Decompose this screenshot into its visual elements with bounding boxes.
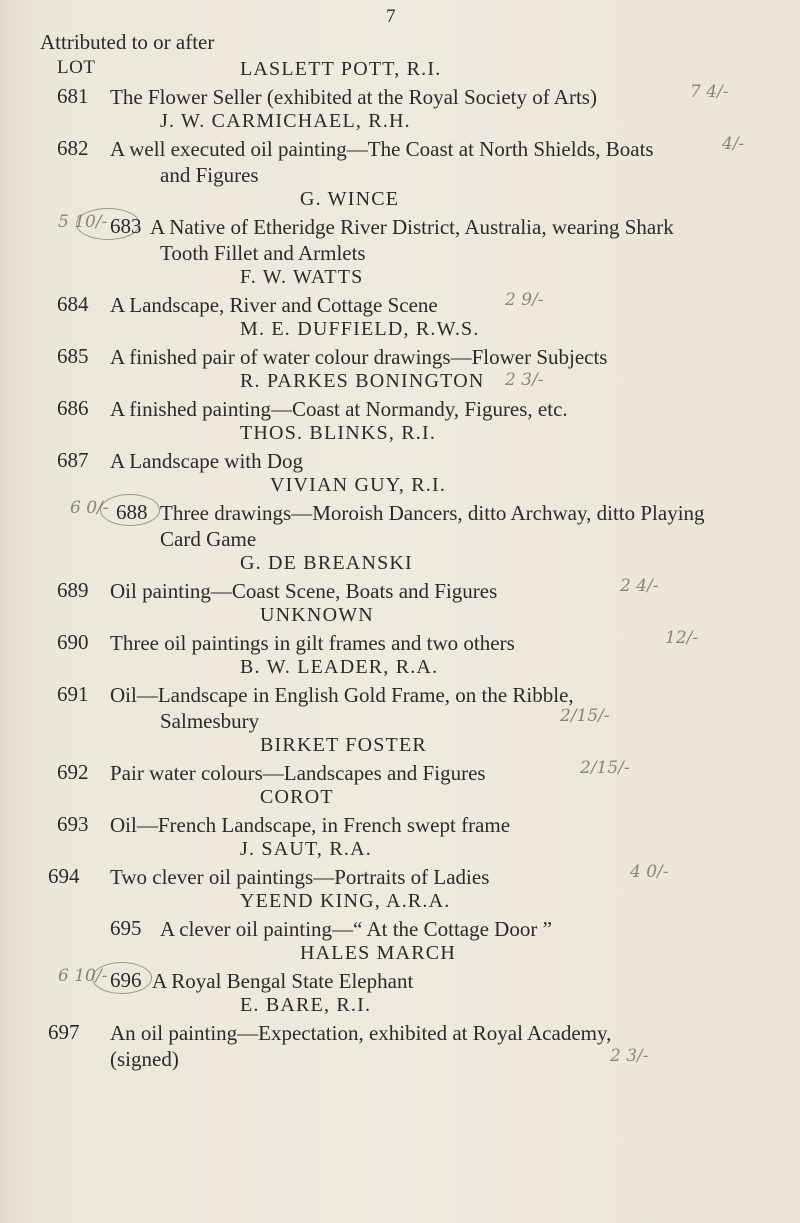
- price-annotation: 6 0/-: [70, 498, 109, 518]
- lot-number: 689: [57, 578, 89, 602]
- page-number: 7: [386, 6, 396, 27]
- lot-number: 684: [57, 292, 89, 316]
- lot-description: A Native of Etheridge River District, Australia, wearing Shark: [150, 215, 674, 239]
- artist-name: VIVIAN GUY, R.I.: [270, 474, 447, 496]
- artist-name: J. SAUT, R.A.: [240, 838, 372, 860]
- lot-number: 697: [48, 1020, 80, 1044]
- lot-description-continued: Tooth Fillet and Armlets: [160, 241, 366, 265]
- lot-description: An oil painting—Expectation, exhibited at Royal Academy,: [110, 1021, 612, 1045]
- price-annotation: 4/-: [722, 134, 745, 154]
- lot-description: A Landscape with Dog: [110, 449, 304, 473]
- lot-description: The Flower Seller (exhibited at the Royal Society of Arts): [110, 85, 597, 109]
- lot-number: 687: [57, 448, 89, 472]
- lot-description: Two clever oil paintings—Portraits of Ladies: [110, 865, 490, 889]
- lot-description: A clever oil painting—“ At the Cottage Door ”: [160, 917, 552, 941]
- lot-description: A finished pair of water colour drawings—Flower Subjects: [110, 345, 608, 369]
- artist-name: E. BARE, R.I.: [240, 994, 372, 1016]
- lot-number: 683: [110, 214, 142, 238]
- lot-column-label: LOT: [57, 57, 96, 78]
- lot-description: A Royal Bengal State Elephant: [152, 969, 414, 993]
- lot-description: A finished painting—Coast at Normandy, Figures, etc.: [110, 397, 568, 421]
- lot-description-continued: Card Game: [160, 527, 257, 551]
- artist-name: F. W. WATTS: [240, 266, 364, 288]
- price-annotation: 7 4/-: [690, 82, 729, 102]
- lot-number: 686: [57, 396, 89, 420]
- price-annotation: 2/15/-: [580, 758, 630, 778]
- lot-description: Pair water colours—Landscapes and Figures: [110, 761, 486, 785]
- lot-number: 681: [57, 84, 89, 108]
- artist-name: COROT: [260, 786, 334, 808]
- lot-number: 690: [57, 630, 89, 654]
- artist-name: HALES MARCH: [300, 942, 456, 964]
- lot-description: A well executed oil painting—The Coast at North Shields, Boats: [110, 137, 654, 161]
- lot-description: Oil—French Landscape, in French swept frame: [110, 813, 511, 837]
- artist-name: B. W. LEADER, R.A.: [240, 656, 439, 678]
- artist-name: LASLETT POTT, R.I.: [240, 58, 442, 80]
- lot-description-continued: Salmesbury: [160, 709, 260, 733]
- artist-name: UNKNOWN: [260, 604, 374, 626]
- price-annotation: 5 10/-: [58, 212, 108, 232]
- lot-number: 694: [48, 864, 80, 888]
- artist-name: YEEND KING, A.R.A.: [240, 890, 451, 912]
- artist-name: G. WINCE: [300, 188, 400, 210]
- artist-name: J. W. CARMICHAEL, R.H.: [160, 110, 411, 132]
- section-heading: Attributed to or after: [40, 30, 215, 54]
- lot-description: Three drawings—Moroish Dancers, ditto Archway, ditto Playing: [160, 501, 705, 525]
- artist-name: THOS. BLINKS, R.I.: [240, 422, 437, 444]
- lot-number: 691: [57, 682, 89, 706]
- price-annotation: 12/-: [665, 628, 699, 648]
- lot-number: 685: [57, 344, 89, 368]
- lot-description-continued: (signed): [110, 1047, 179, 1071]
- price-annotation: 2 4/-: [620, 576, 659, 596]
- artist-name: M. E. DUFFIELD, R.W.S.: [240, 318, 480, 340]
- lot-number: 695: [110, 916, 142, 940]
- lot-number: 693: [57, 812, 89, 836]
- artist-name: G. DE BREANSKI: [240, 552, 413, 574]
- price-annotation: 2 3/-: [610, 1046, 649, 1066]
- price-annotation: 2 3/-: [505, 370, 544, 390]
- lot-number: 692: [57, 760, 89, 784]
- price-annotation: 4 0/-: [630, 862, 669, 882]
- artist-name: R. PARKES BONINGTON: [240, 370, 485, 392]
- lot-description-continued: and Figures: [160, 163, 259, 187]
- price-annotation: 6 10/-: [58, 966, 108, 986]
- lot-description: A Landscape, River and Cottage Scene: [110, 293, 438, 317]
- artist-name: BIRKET FOSTER: [260, 734, 427, 756]
- lot-number: 696: [110, 968, 142, 992]
- price-annotation: 2 9/-: [505, 290, 544, 310]
- lot-number: 682: [57, 136, 89, 160]
- price-annotation: 2/15/-: [560, 706, 610, 726]
- lot-description: Oil painting—Coast Scene, Boats and Figures: [110, 579, 498, 603]
- lot-description: Three oil paintings in gilt frames and two others: [110, 631, 515, 655]
- lot-number: 688: [116, 500, 148, 524]
- lot-description: Oil—Landscape in English Gold Frame, on the Ribble,: [110, 683, 574, 707]
